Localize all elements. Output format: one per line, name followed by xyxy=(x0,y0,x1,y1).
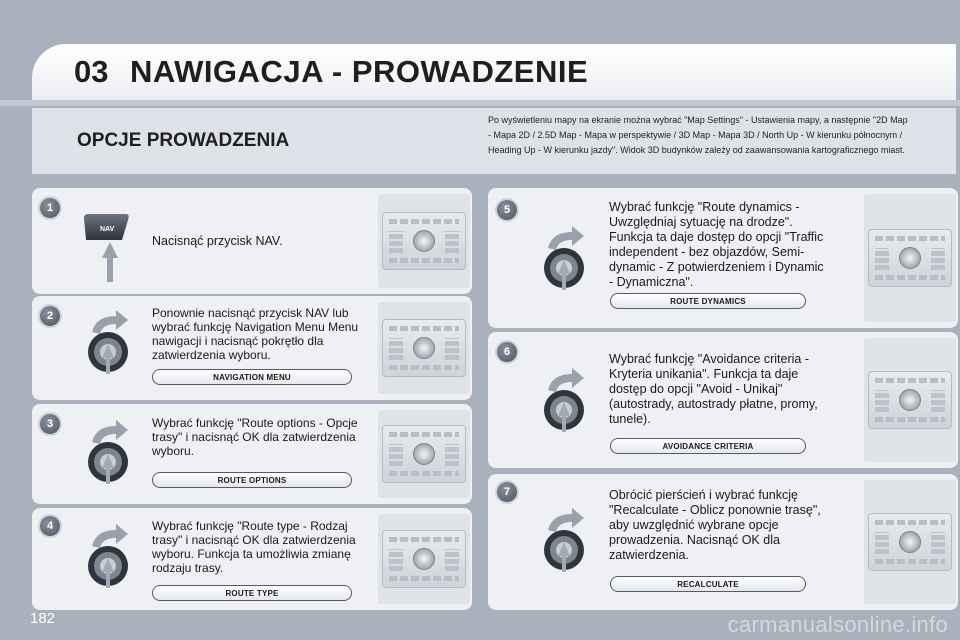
header-strip xyxy=(0,100,960,106)
dial-knob-icon xyxy=(413,548,435,570)
step-badge-4: 4 xyxy=(40,516,60,536)
step-badge-5: 5 xyxy=(497,200,517,220)
chapter-number: 03 xyxy=(74,54,109,89)
step-badge-2: 2 xyxy=(40,306,60,326)
nav-button-label: NAV xyxy=(100,226,115,233)
dial-knob-icon xyxy=(899,531,921,553)
step-text-5: Wybrać funkcję "Route dynamics - Uwzględniaj sytuację na drodze". Funkcja ta daje dostęp do opcji "Traffic independent - bez objazdów, Semi-dynamic - Z potwierdzeniem i Dynamic - Dynamiczna". xyxy=(609,200,824,289)
step-text-3: Wybrać funkcję "Route options - Opcje trasy" i nacisnąć OK dla zatwierdzenia wyboru. xyxy=(152,416,358,458)
radio-unit-image xyxy=(382,319,466,377)
watermark: carmanualsonline.info xyxy=(727,612,948,637)
menu-pill-route-type: ROUTE TYPE xyxy=(152,585,352,601)
radio-screenshot xyxy=(378,194,470,288)
rotary-dial-icon xyxy=(78,520,138,590)
menu-pill-avoidance-criteria: AVOIDANCE CRITERIA xyxy=(610,438,806,454)
step-badge-7: 7 xyxy=(497,482,517,502)
radio-unit-image xyxy=(382,425,466,483)
rotary-dial-icon xyxy=(78,416,138,486)
radio-unit-image xyxy=(868,513,952,571)
menu-pill-recalculate: RECALCULATE xyxy=(610,576,806,592)
rotary-dial-icon xyxy=(534,504,594,574)
page-number: 182 xyxy=(30,610,56,627)
radio-screenshot xyxy=(378,410,470,498)
radio-screenshot xyxy=(378,514,470,604)
radio-unit-image xyxy=(382,212,466,270)
step-text-2: Ponownie nacisnąć przycisk NAV lub wybrać funkcję Navigation Menu Menu nawigacji i nacisnąć pokrętło dla zatwierdzenia wyboru. xyxy=(152,306,359,362)
dial-knob-icon xyxy=(899,389,921,411)
step-text-6: Wybrać funkcję "Avoidance criteria - Kryteria unikania". Funkcja ta daje dostęp do opcji "Avoid - Unikaj" (autostrady, autostrady płatne, promy, tunele). xyxy=(609,352,818,426)
radio-screenshot xyxy=(378,302,470,394)
step-text-7: Obrócić pierścień i wybrać funkcję "Recalculate - Oblicz ponownie trasę", aby uwzględnić wybrane opcje prowadzenia. Nacisnąć OK dla zatwierdzenia. xyxy=(609,488,821,562)
step-badge-3: 3 xyxy=(40,414,60,434)
menu-pill-route-options: ROUTE OPTIONS xyxy=(152,472,352,488)
step-badge-1: 1 xyxy=(40,198,60,218)
dial-knob-icon xyxy=(899,247,921,269)
nav-button-icon xyxy=(82,212,132,284)
radio-unit-image xyxy=(382,530,466,588)
dial-knob-icon xyxy=(413,230,435,252)
step-badge-6: 6 xyxy=(497,342,517,362)
radio-screenshot xyxy=(864,338,956,462)
menu-pill-route-dynamics: ROUTE DYNAMICS xyxy=(610,293,806,309)
radio-unit-image xyxy=(868,371,952,429)
page-title: NAWIGACJA - PROWADZENIE xyxy=(130,54,589,89)
radio-screenshot xyxy=(864,194,956,322)
step-text-4: Wybrać funkcję "Route type - Rodzaj trasy" i nacisnąć OK dla zatwierdzenia wyboru. Funkcja ta umożliwia zmianę rodzaju trasy. xyxy=(152,519,356,575)
rotary-dial-icon xyxy=(534,364,594,434)
radio-screenshot xyxy=(864,480,956,604)
intro-text: Po wyświetleniu mapy na ekranie można wybrać "Map Settings" - Ustawienia mapy, a następnie "2D Map - Mapa 2D / 2.5D Map - Mapa w perspektywie / 3D Map - Mapa 3D / North Up - W kierunku północnym / Heading Up - W kierunku jazdy". Widok 3D budynków zależy od zaawansowania kartograficznego miast. xyxy=(488,115,908,155)
rotary-dial-icon xyxy=(78,306,138,376)
dial-knob-icon xyxy=(413,337,435,359)
radio-unit-image xyxy=(868,229,952,287)
step-text-1: Nacisnąć przycisk NAV. xyxy=(152,234,283,248)
rotary-dial-icon xyxy=(534,222,594,292)
dial-knob-icon xyxy=(413,443,435,465)
section-title: OPCJE PROWADZENIA xyxy=(77,130,290,151)
menu-pill-navigation-menu: NAVIGATION MENU xyxy=(152,369,352,385)
